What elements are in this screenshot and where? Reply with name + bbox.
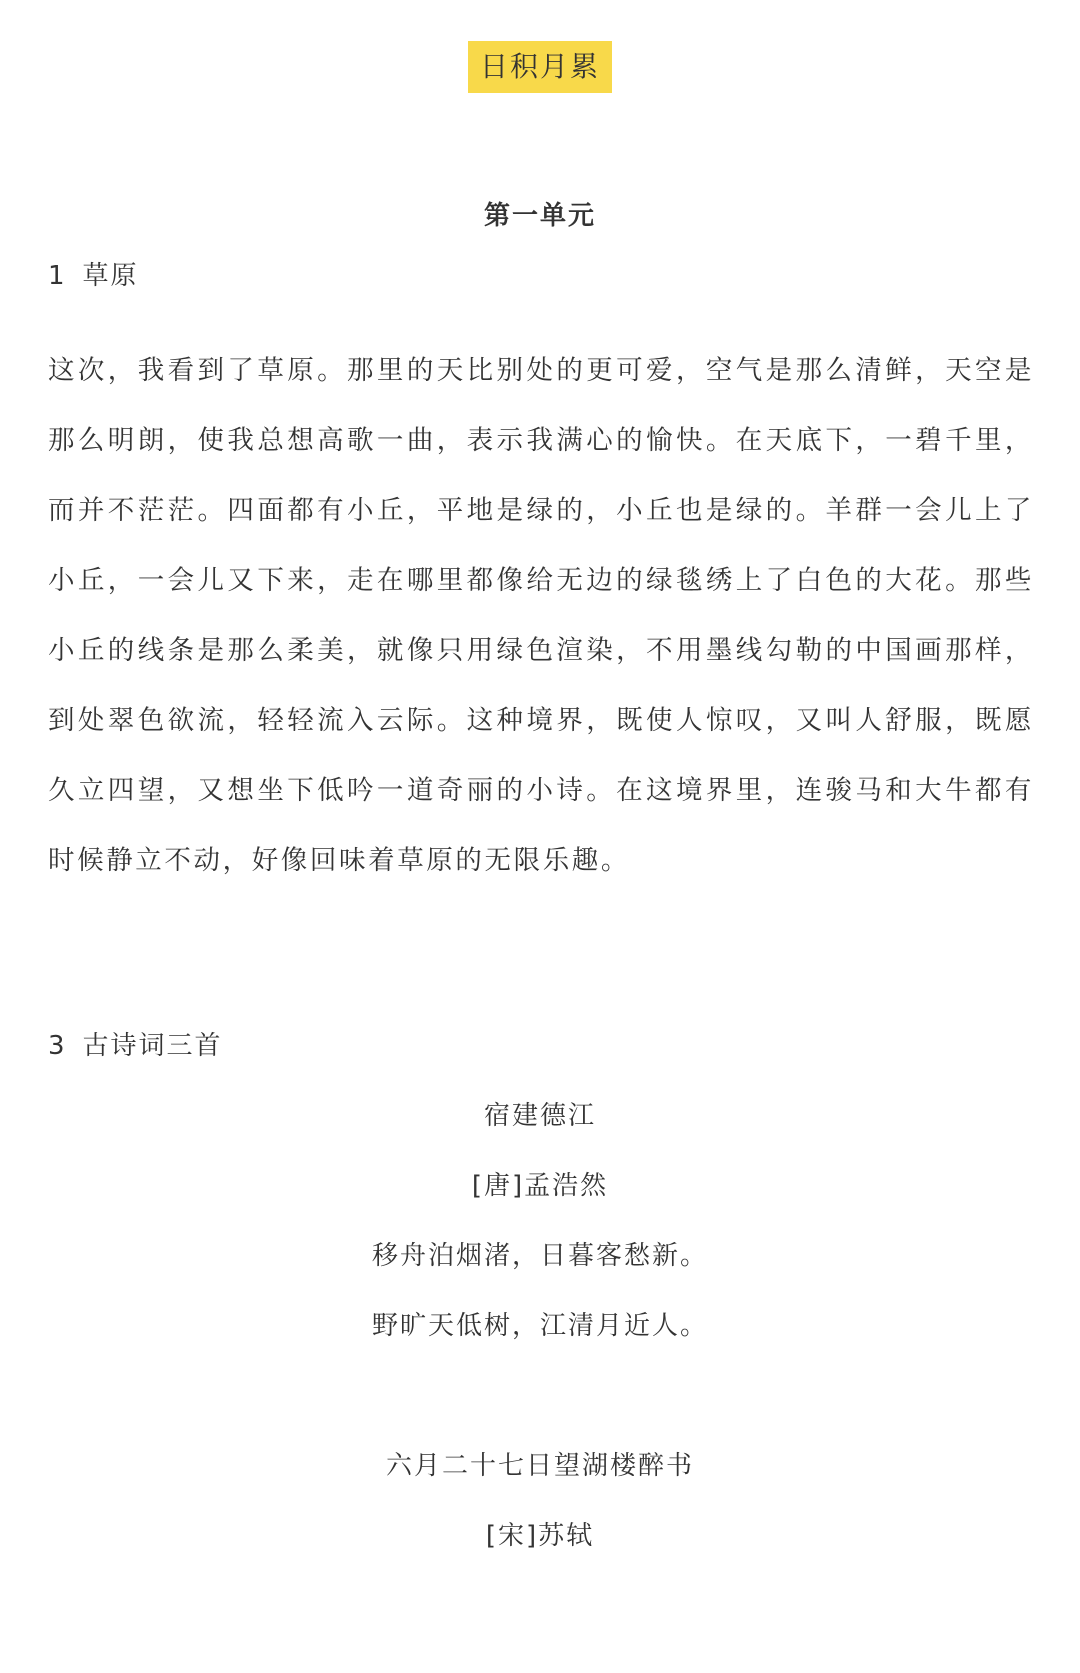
section-number: 3 [48,1031,67,1061]
section-banner: 日积月累 [468,41,612,93]
section-number: 1 [48,261,67,291]
section-heading-caoyuan [48,256,139,296]
poem-title: 宿建德江 [483,1101,596,1131]
poem-line: 野旷天低树，江清月近人。 [371,1311,708,1341]
poem-sujiandejiang [0,1096,1080,1376]
poem-wanghulou [0,1446,1080,1586]
prose-paragraph: 这次，我看到了草原。那里的天比别处的更可爱，空气是那么清鲜，天空是那么明朗，使我总想高歌一曲，表示我满心的愉快。在天底下，一碧千里，而并不茫茫。四面都有小丘，平地是绿的，小丘也是绿的。羊群一会儿上了小丘，一会儿又下来，走在哪里都像给无边的绿毯绣上了白色的大花。那些小丘的线条是那么柔美，就像只用绿色渲染，不用墨线勾勒的中国画那样，到处翠色欲流，轻轻流入云际。这种境界，既使人惊叹，又叫人舒服，既愿久立四望，又想坐下低吟一道奇丽的小诗。在这境界里，连骏马和大牛都有时候静立不动，好像回味着草原的无限乐趣。 [48,355,1034,876]
poem-author: [宋]苏轼 [485,1521,595,1551]
banner-container [0,41,1080,93]
unit-title: 第一单元 [483,201,596,231]
poem-title: 六月二十七日望湖楼醉书 [385,1451,694,1481]
section-heading-gushici [48,1026,223,1066]
section-title: 草原 [82,261,139,291]
section-title: 古诗词三首 [82,1031,223,1061]
poem-author: [唐]孟浩然 [471,1171,609,1201]
poem-line: 移舟泊烟渚，日暮客愁新。 [371,1241,708,1271]
